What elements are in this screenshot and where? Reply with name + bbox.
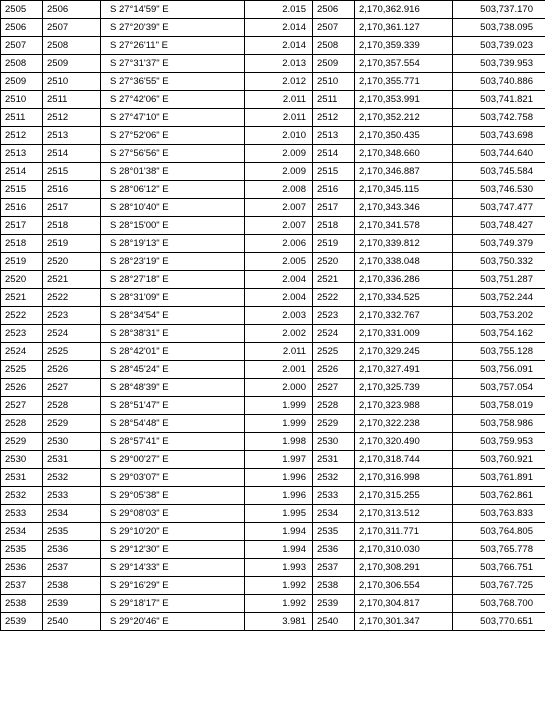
easting-cell: 503,753.202 [453, 307, 545, 325]
from-station-cell: 2536 [1, 559, 43, 577]
from-station-cell: 2507 [1, 37, 43, 55]
northing-cell: 2,170,341.578 [355, 217, 453, 235]
table-row [1, 397, 545, 415]
to-station-cell: 2529 [43, 415, 101, 433]
easting-cell: 503,757.054 [453, 379, 545, 397]
table-row [1, 199, 545, 217]
distance-cell: 1.996 [245, 469, 313, 487]
distance-cell: 1.995 [245, 505, 313, 523]
northing-cell: 2,170,301.347 [355, 613, 453, 631]
bearing-cell: S 28°31'09" E [101, 289, 245, 307]
easting-cell: 503,756.091 [453, 361, 545, 379]
point-id-cell: 2506 [313, 1, 355, 19]
from-station-cell: 2518 [1, 235, 43, 253]
distance-cell: 2.011 [245, 91, 313, 109]
point-id-cell: 2517 [313, 199, 355, 217]
to-station-cell: 2534 [43, 505, 101, 523]
point-id-cell: 2522 [313, 289, 355, 307]
to-station-cell: 2532 [43, 469, 101, 487]
to-station-cell: 2536 [43, 541, 101, 559]
distance-cell: 2.012 [245, 73, 313, 91]
to-station-cell: 2516 [43, 181, 101, 199]
northing-cell: 2,170,322.238 [355, 415, 453, 433]
from-station-cell: 2511 [1, 109, 43, 127]
easting-cell: 503,741.821 [453, 91, 545, 109]
northing-cell: 2,170,343.346 [355, 199, 453, 217]
bearing-cell: S 29°12'30" E [101, 541, 245, 559]
table-row [1, 73, 545, 91]
bearing-cell: S 29°08'03" E [101, 505, 245, 523]
northing-cell: 2,170,346.887 [355, 163, 453, 181]
northing-cell: 2,170,316.998 [355, 469, 453, 487]
to-station-cell: 2513 [43, 127, 101, 145]
to-station-cell: 2523 [43, 307, 101, 325]
point-id-cell: 2528 [313, 397, 355, 415]
distance-cell: 2.007 [245, 217, 313, 235]
easting-cell: 503,748.427 [453, 217, 545, 235]
point-id-cell: 2527 [313, 379, 355, 397]
to-station-cell: 2531 [43, 451, 101, 469]
from-station-cell: 2533 [1, 505, 43, 523]
from-station-cell: 2537 [1, 577, 43, 595]
northing-cell: 2,170,345.115 [355, 181, 453, 199]
table-row [1, 289, 545, 307]
table-row [1, 235, 545, 253]
bearing-cell: S 29°20'46" E [101, 613, 245, 631]
to-station-cell: 2514 [43, 145, 101, 163]
from-station-cell: 2517 [1, 217, 43, 235]
easting-cell: 503,755.128 [453, 343, 545, 361]
table-row [1, 163, 545, 181]
to-station-cell: 2521 [43, 271, 101, 289]
bearing-cell: S 28°54'48" E [101, 415, 245, 433]
bearing-cell: S 27°36'55" E [101, 73, 245, 91]
point-id-cell: 2524 [313, 325, 355, 343]
to-station-cell: 2520 [43, 253, 101, 271]
table-row [1, 361, 545, 379]
point-id-cell: 2508 [313, 37, 355, 55]
table-row [1, 451, 545, 469]
from-station-cell: 2512 [1, 127, 43, 145]
to-station-cell: 2506 [43, 1, 101, 19]
northing-cell: 2,170,327.491 [355, 361, 453, 379]
to-station-cell: 2510 [43, 73, 101, 91]
point-id-cell: 2515 [313, 163, 355, 181]
point-id-cell: 2532 [313, 469, 355, 487]
easting-cell: 503,754.162 [453, 325, 545, 343]
bearing-cell: S 29°10'20" E [101, 523, 245, 541]
bearing-cell: S 28°06'12" E [101, 181, 245, 199]
table-row [1, 127, 545, 145]
easting-cell: 503,740.886 [453, 73, 545, 91]
from-station-cell: 2508 [1, 55, 43, 73]
from-station-cell: 2519 [1, 253, 43, 271]
to-station-cell: 2540 [43, 613, 101, 631]
northing-cell: 2,170,318.744 [355, 451, 453, 469]
easting-cell: 503,747.477 [453, 199, 545, 217]
table-row [1, 523, 545, 541]
from-station-cell: 2525 [1, 361, 43, 379]
table-row [1, 343, 545, 361]
from-station-cell: 2535 [1, 541, 43, 559]
table-row [1, 505, 545, 523]
table-row [1, 541, 545, 559]
to-station-cell: 2526 [43, 361, 101, 379]
table-row [1, 325, 545, 343]
easting-cell: 503,761.891 [453, 469, 545, 487]
point-id-cell: 2535 [313, 523, 355, 541]
table-row [1, 1, 545, 19]
northing-cell: 2,170,311.771 [355, 523, 453, 541]
to-station-cell: 2508 [43, 37, 101, 55]
distance-cell: 1.998 [245, 433, 313, 451]
bearing-cell: S 28°48'39" E [101, 379, 245, 397]
from-station-cell: 2509 [1, 73, 43, 91]
distance-cell: 3.981 [245, 613, 313, 631]
northing-cell: 2,170,362.916 [355, 1, 453, 19]
to-station-cell: 2535 [43, 523, 101, 541]
bearing-cell: S 28°57'41" E [101, 433, 245, 451]
bearing-cell: S 28°34'54" E [101, 307, 245, 325]
table-row [1, 91, 545, 109]
distance-cell: 2.004 [245, 271, 313, 289]
bearing-cell: S 28°01'38" E [101, 163, 245, 181]
distance-cell: 2.002 [245, 325, 313, 343]
distance-cell: 1.992 [245, 595, 313, 613]
easting-cell: 503,760.921 [453, 451, 545, 469]
distance-cell: 2.007 [245, 199, 313, 217]
easting-cell: 503,749.379 [453, 235, 545, 253]
to-station-cell: 2519 [43, 235, 101, 253]
point-id-cell: 2516 [313, 181, 355, 199]
point-id-cell: 2538 [313, 577, 355, 595]
point-id-cell: 2529 [313, 415, 355, 433]
easting-cell: 503,768.700 [453, 595, 545, 613]
distance-cell: 2.010 [245, 127, 313, 145]
northing-cell: 2,170,339.812 [355, 235, 453, 253]
from-station-cell: 2534 [1, 523, 43, 541]
distance-cell: 2.011 [245, 109, 313, 127]
from-station-cell: 2513 [1, 145, 43, 163]
to-station-cell: 2538 [43, 577, 101, 595]
to-station-cell: 2509 [43, 55, 101, 73]
bearing-cell: S 28°42'01" E [101, 343, 245, 361]
easting-cell: 503,770.651 [453, 613, 545, 631]
to-station-cell: 2537 [43, 559, 101, 577]
point-id-cell: 2539 [313, 595, 355, 613]
table-row [1, 217, 545, 235]
point-id-cell: 2514 [313, 145, 355, 163]
from-station-cell: 2515 [1, 181, 43, 199]
bearing-cell: S 27°42'06" E [101, 91, 245, 109]
distance-cell: 2.005 [245, 253, 313, 271]
table-body [1, 1, 545, 631]
bearing-cell: S 29°14'33" E [101, 559, 245, 577]
distance-cell: 2.006 [245, 235, 313, 253]
easting-cell: 503,764.805 [453, 523, 545, 541]
bearing-cell: S 27°31'37" E [101, 55, 245, 73]
point-id-cell: 2525 [313, 343, 355, 361]
distance-cell: 1.996 [245, 487, 313, 505]
bearing-cell: S 29°03'07" E [101, 469, 245, 487]
distance-cell: 2.004 [245, 289, 313, 307]
table-row [1, 253, 545, 271]
northing-cell: 2,170,361.127 [355, 19, 453, 37]
bearing-cell: S 27°47'10" E [101, 109, 245, 127]
to-station-cell: 2530 [43, 433, 101, 451]
northing-cell: 2,170,332.767 [355, 307, 453, 325]
distance-cell: 2.014 [245, 37, 313, 55]
distance-cell: 1.999 [245, 397, 313, 415]
point-id-cell: 2540 [313, 613, 355, 631]
northing-cell: 2,170,308.291 [355, 559, 453, 577]
point-id-cell: 2520 [313, 253, 355, 271]
bearing-cell: S 28°19'13" E [101, 235, 245, 253]
point-id-cell: 2510 [313, 73, 355, 91]
bearing-cell: S 27°52'06" E [101, 127, 245, 145]
distance-cell: 1.993 [245, 559, 313, 577]
to-station-cell: 2515 [43, 163, 101, 181]
bearing-cell: S 29°16'29" E [101, 577, 245, 595]
easting-cell: 503,758.986 [453, 415, 545, 433]
northing-cell: 2,170,336.286 [355, 271, 453, 289]
easting-cell: 503,763.833 [453, 505, 545, 523]
from-station-cell: 2523 [1, 325, 43, 343]
easting-cell: 503,739.953 [453, 55, 545, 73]
table-row [1, 145, 545, 163]
bearing-cell: S 29°05'38" E [101, 487, 245, 505]
distance-cell: 1.994 [245, 523, 313, 541]
northing-cell: 2,170,359.339 [355, 37, 453, 55]
bearing-cell: S 29°00'27" E [101, 451, 245, 469]
to-station-cell: 2533 [43, 487, 101, 505]
from-station-cell: 2526 [1, 379, 43, 397]
to-station-cell: 2518 [43, 217, 101, 235]
bearing-cell: S 28°10'40" E [101, 199, 245, 217]
easting-cell: 503,742.758 [453, 109, 545, 127]
easting-cell: 503,751.287 [453, 271, 545, 289]
from-station-cell: 2522 [1, 307, 43, 325]
northing-cell: 2,170,315.255 [355, 487, 453, 505]
easting-cell: 503,746.530 [453, 181, 545, 199]
point-id-cell: 2534 [313, 505, 355, 523]
point-id-cell: 2511 [313, 91, 355, 109]
northing-cell: 2,170,306.554 [355, 577, 453, 595]
to-station-cell: 2512 [43, 109, 101, 127]
bearing-cell: S 28°27'18" E [101, 271, 245, 289]
from-station-cell: 2510 [1, 91, 43, 109]
easting-cell: 503,739.023 [453, 37, 545, 55]
from-station-cell: 2539 [1, 613, 43, 631]
point-id-cell: 2518 [313, 217, 355, 235]
point-id-cell: 2507 [313, 19, 355, 37]
bearing-cell: S 28°15'00" E [101, 217, 245, 235]
table-row [1, 469, 545, 487]
to-station-cell: 2528 [43, 397, 101, 415]
northing-cell: 2,170,331.009 [355, 325, 453, 343]
easting-cell: 503,745.584 [453, 163, 545, 181]
point-id-cell: 2530 [313, 433, 355, 451]
easting-cell: 503,762.861 [453, 487, 545, 505]
distance-cell: 2.015 [245, 1, 313, 19]
table-row [1, 109, 545, 127]
to-station-cell: 2517 [43, 199, 101, 217]
from-station-cell: 2505 [1, 1, 43, 19]
bearing-cell: S 28°38'31" E [101, 325, 245, 343]
distance-cell: 2.013 [245, 55, 313, 73]
distance-cell: 2.009 [245, 163, 313, 181]
point-id-cell: 2523 [313, 307, 355, 325]
table-row [1, 559, 545, 577]
easting-cell: 503,758.019 [453, 397, 545, 415]
from-station-cell: 2532 [1, 487, 43, 505]
from-station-cell: 2524 [1, 343, 43, 361]
distance-cell: 2.008 [245, 181, 313, 199]
point-id-cell: 2509 [313, 55, 355, 73]
northing-cell: 2,170,320.490 [355, 433, 453, 451]
easting-cell: 503,737.170 [453, 1, 545, 19]
distance-cell: 2.000 [245, 379, 313, 397]
table-row [1, 55, 545, 73]
easting-cell: 503,744.640 [453, 145, 545, 163]
easting-cell: 503,766.751 [453, 559, 545, 577]
northing-cell: 2,170,334.525 [355, 289, 453, 307]
from-station-cell: 2516 [1, 199, 43, 217]
to-station-cell: 2522 [43, 289, 101, 307]
easting-cell: 503,765.778 [453, 541, 545, 559]
table-row [1, 433, 545, 451]
table-row [1, 271, 545, 289]
northing-cell: 2,170,352.212 [355, 109, 453, 127]
to-station-cell: 2524 [43, 325, 101, 343]
point-id-cell: 2531 [313, 451, 355, 469]
point-id-cell: 2521 [313, 271, 355, 289]
from-station-cell: 2530 [1, 451, 43, 469]
table-row [1, 415, 545, 433]
northing-cell: 2,170,353.991 [355, 91, 453, 109]
bearing-cell: S 27°14'59" E [101, 1, 245, 19]
table-row [1, 19, 545, 37]
table-row [1, 613, 545, 631]
northing-cell: 2,170,357.554 [355, 55, 453, 73]
bearing-cell: S 28°51'47" E [101, 397, 245, 415]
distance-cell: 1.994 [245, 541, 313, 559]
northing-cell: 2,170,355.771 [355, 73, 453, 91]
easting-cell: 503,750.332 [453, 253, 545, 271]
easting-cell: 503,759.953 [453, 433, 545, 451]
from-station-cell: 2527 [1, 397, 43, 415]
point-id-cell: 2526 [313, 361, 355, 379]
table-row [1, 379, 545, 397]
distance-cell: 2.001 [245, 361, 313, 379]
easting-cell: 503,743.698 [453, 127, 545, 145]
table-row [1, 307, 545, 325]
distance-cell: 2.003 [245, 307, 313, 325]
to-station-cell: 2527 [43, 379, 101, 397]
bearing-cell: S 28°45'24" E [101, 361, 245, 379]
from-station-cell: 2528 [1, 415, 43, 433]
from-station-cell: 2531 [1, 469, 43, 487]
table-row [1, 577, 545, 595]
table-row [1, 181, 545, 199]
northing-cell: 2,170,325.739 [355, 379, 453, 397]
northing-cell: 2,170,313.512 [355, 505, 453, 523]
to-station-cell: 2507 [43, 19, 101, 37]
point-id-cell: 2533 [313, 487, 355, 505]
from-station-cell: 2521 [1, 289, 43, 307]
bearing-cell: S 28°23'19" E [101, 253, 245, 271]
from-station-cell: 2520 [1, 271, 43, 289]
distance-cell: 1.992 [245, 577, 313, 595]
from-station-cell: 2514 [1, 163, 43, 181]
northing-cell: 2,170,310.030 [355, 541, 453, 559]
to-station-cell: 2511 [43, 91, 101, 109]
point-id-cell: 2537 [313, 559, 355, 577]
northing-cell: 2,170,338.048 [355, 253, 453, 271]
point-id-cell: 2513 [313, 127, 355, 145]
point-id-cell: 2512 [313, 109, 355, 127]
distance-cell: 1.999 [245, 415, 313, 433]
distance-cell: 2.014 [245, 19, 313, 37]
easting-cell: 503,752.244 [453, 289, 545, 307]
bearing-cell: S 27°26'11" E [101, 37, 245, 55]
table-row [1, 37, 545, 55]
northing-cell: 2,170,323.988 [355, 397, 453, 415]
northing-cell: 2,170,304.817 [355, 595, 453, 613]
to-station-cell: 2525 [43, 343, 101, 361]
point-id-cell: 2536 [313, 541, 355, 559]
distance-cell: 2.011 [245, 343, 313, 361]
bearing-cell: S 27°56'56" E [101, 145, 245, 163]
northing-cell: 2,170,348.660 [355, 145, 453, 163]
table-row [1, 487, 545, 505]
from-station-cell: 2529 [1, 433, 43, 451]
point-id-cell: 2519 [313, 235, 355, 253]
northing-cell: 2,170,329.245 [355, 343, 453, 361]
to-station-cell: 2539 [43, 595, 101, 613]
distance-cell: 2.009 [245, 145, 313, 163]
from-station-cell: 2506 [1, 19, 43, 37]
northing-cell: 2,170,350.435 [355, 127, 453, 145]
easting-cell: 503,767.725 [453, 577, 545, 595]
bearing-cell: S 27°20'39" E [101, 19, 245, 37]
from-station-cell: 2538 [1, 595, 43, 613]
table-row [1, 595, 545, 613]
easting-cell: 503,738.095 [453, 19, 545, 37]
bearing-cell: S 29°18'17" E [101, 595, 245, 613]
distance-cell: 1.997 [245, 451, 313, 469]
